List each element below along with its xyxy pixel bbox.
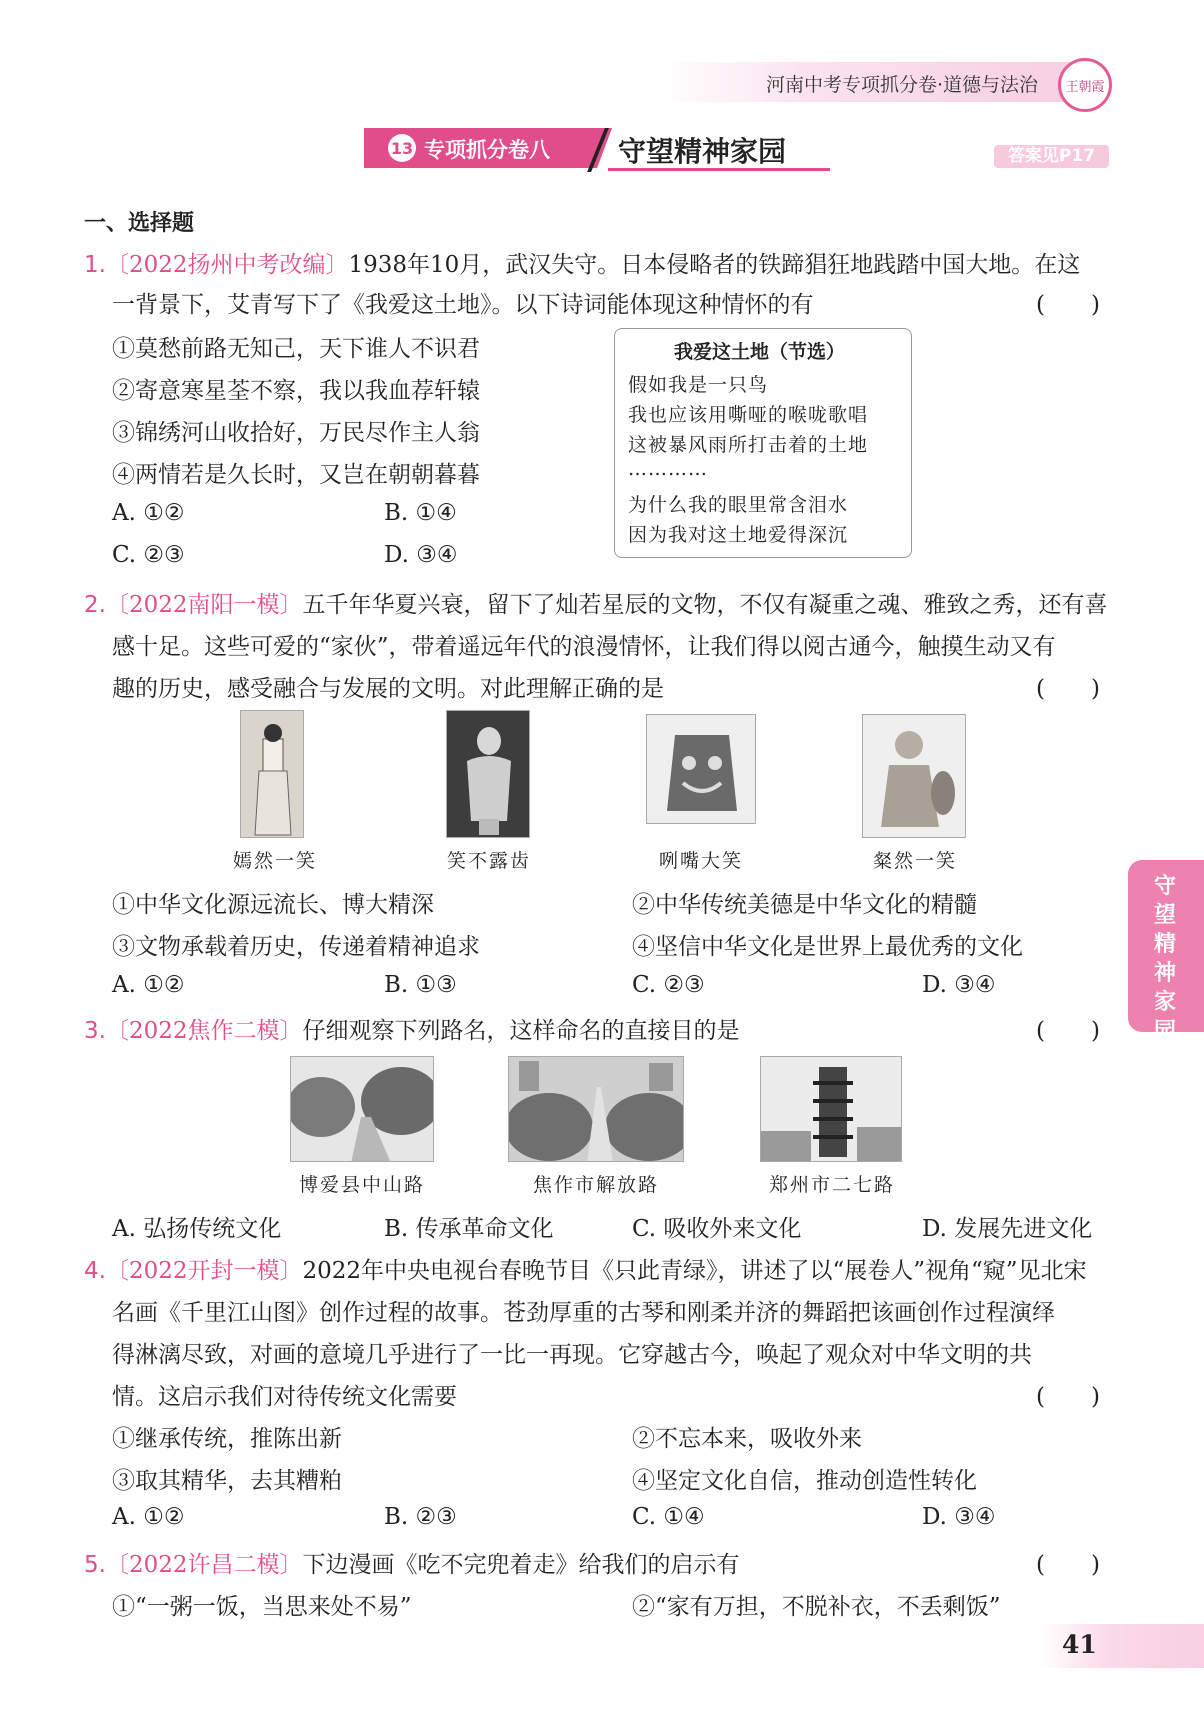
q4-number: 4. bbox=[84, 1258, 106, 1284]
q1-number: 1. bbox=[84, 252, 106, 278]
q4-text3: 得淋漓尽致，对画的意境几乎进行了一比一再现。它穿越古今，唤起了观众对中华文明的共 bbox=[112, 1342, 1032, 1368]
q2-text3: 趣的历史，感受融合与发展的文明。对此理解正确的是 bbox=[112, 676, 664, 702]
q2-item-3: ③文物承载着历史，传递着精神追求 bbox=[112, 934, 480, 960]
q1-answer-bracket: ( ) bbox=[1036, 292, 1100, 318]
q4-option-b: B. ②③ bbox=[384, 1504, 457, 1530]
road-image-1 bbox=[290, 1056, 434, 1162]
q5-item-1: ①“一粥一饭，当思来处不易” bbox=[112, 1594, 412, 1620]
q5-item-2: ②“家有万担，不脱补衣，不丢剩饭” bbox=[632, 1594, 1001, 1620]
q2-text1: 五千年华夏兴衰，留下了灿若星辰的文物，不仅有凝重之魂、雅致之秀，还有喜 bbox=[302, 592, 1108, 618]
q4-text1: 2022年中央电视台春晚节目《只此青绿》，讲述了以“展卷人”视角“窥”见北宋 bbox=[302, 1258, 1087, 1284]
logo-text: 王朝霞 bbox=[1065, 79, 1105, 95]
q5-answer-bracket: ( ) bbox=[1036, 1552, 1100, 1578]
q2-text2: 感十足。这些可爱的“家伙”，带着遥远年代的浪漫情怀，让我们得以阅古通今，触摸生动又有 bbox=[112, 634, 1056, 660]
q4-item-2: ②不忘本来，吸收外来 bbox=[632, 1426, 862, 1452]
road-image-2 bbox=[508, 1056, 684, 1162]
artifact-caption-1: 嫣然一笑 bbox=[232, 850, 317, 872]
q4-answer-bracket: ( ) bbox=[1036, 1384, 1100, 1410]
q3-option-c: C. 吸收外来文化 bbox=[632, 1216, 802, 1242]
answer-reference: 答案见P17 bbox=[994, 145, 1109, 168]
artifact-caption-4: 粲然一笑 bbox=[872, 850, 957, 872]
q3-number: 3. bbox=[84, 1018, 106, 1044]
q1-line1 bbox=[84, 246, 1080, 279]
q2-source: 〔2022南阳一模〕 bbox=[105, 592, 303, 618]
road-image-3 bbox=[760, 1056, 902, 1162]
q5-number: 5. bbox=[84, 1552, 106, 1578]
q2-item-1: ①中华文化源远流长、博大精深 bbox=[112, 892, 434, 918]
q1-option-c: C. ②③ bbox=[112, 542, 185, 568]
q3-source: 〔2022焦作二模〕 bbox=[105, 1018, 303, 1044]
q5-source: 〔2022许昌二模〕 bbox=[105, 1552, 303, 1578]
q1-text2: 一背景下，艾青写下了《我爱这土地》。以下诗词能体现这种情怀的有 bbox=[112, 292, 814, 318]
title-number: 13 bbox=[388, 134, 416, 162]
q2-item-2: ②中华传统美德是中华文化的精髓 bbox=[632, 892, 977, 918]
q5-line1 bbox=[84, 1546, 740, 1579]
artifact-caption-3: 咧嘴大笑 bbox=[658, 850, 743, 872]
artifact-caption-2: 笑不露齿 bbox=[446, 850, 531, 872]
q1-item-4: ④两情若是久长时，又岂在朝朝暮暮 bbox=[112, 462, 480, 488]
q2-option-d: D. ③④ bbox=[922, 972, 996, 998]
q1-option-a: A. ①② bbox=[112, 500, 185, 526]
road-caption-3: 郑州市二七路 bbox=[768, 1174, 895, 1196]
poem-line-2: 我也应该用嘶哑的喉咙歌唱 bbox=[628, 404, 869, 426]
q4-option-d: D. ③④ bbox=[922, 1504, 996, 1530]
q4-option-c: C. ①④ bbox=[632, 1504, 705, 1530]
poem-line-3: 这被暴风雨所打击着的土地 bbox=[628, 434, 869, 456]
publisher-logo bbox=[1058, 58, 1112, 112]
road-caption-2: 焦作市解放路 bbox=[532, 1174, 659, 1196]
q5-text1: 下边漫画《吃不完兜着走》给我们的启示有 bbox=[302, 1552, 740, 1578]
q4-item-1: ①继承传统，推陈出新 bbox=[112, 1426, 342, 1452]
q4-item-4: ④坚定文化自信，推动创造性转化 bbox=[632, 1468, 977, 1494]
artifact-image-1 bbox=[240, 710, 304, 838]
series-title: 河南中考专项抓分卷·道德与法治 bbox=[765, 74, 1038, 96]
section-title: 一、选择题 bbox=[84, 211, 195, 236]
artifact-image-4 bbox=[862, 714, 966, 838]
q3-option-d: D. 发展先进文化 bbox=[922, 1216, 1093, 1242]
page-title: 守望精神家园 bbox=[618, 135, 787, 168]
q1-item-2: ②寄意寒星荃不察，我以我血荐轩辕 bbox=[112, 378, 480, 404]
poem-line-5: 为什么我的眼里常含泪水 bbox=[628, 494, 849, 516]
q4-option-a: A. ①② bbox=[112, 1504, 185, 1530]
road-caption-1: 博爱县中山路 bbox=[298, 1174, 425, 1196]
q2-option-b: B. ①③ bbox=[384, 972, 457, 998]
q4-item-3: ③取其精华，去其糟粕 bbox=[112, 1468, 342, 1494]
side-tab-label: 守望精神家园 bbox=[1153, 874, 1176, 1044]
q3-text1: 仔细观察下列路名，这样命名的直接目的是 bbox=[302, 1018, 740, 1044]
side-tab bbox=[1128, 860, 1204, 1044]
q4-source: 〔2022开封一模〕 bbox=[105, 1258, 303, 1284]
q1-option-d: D. ③④ bbox=[384, 542, 458, 568]
artifact-image-2 bbox=[446, 710, 530, 838]
q2-option-c: C. ②③ bbox=[632, 972, 705, 998]
q1-option-b: B. ①④ bbox=[384, 500, 457, 526]
q3-option-a: A. 弘扬传统文化 bbox=[112, 1216, 282, 1242]
q4-text2: 名画《千里江山图》创作过程的故事。苍劲厚重的古琴和刚柔并济的舞蹈把该画创作过程演绎 bbox=[112, 1300, 1055, 1326]
artifact-image-3 bbox=[646, 714, 756, 824]
poem-line-4: ………… bbox=[628, 458, 708, 480]
q4-text4: 情。这启示我们对待传统文化需要 bbox=[112, 1384, 457, 1410]
q1-source: 〔2022扬州中考改编〕 bbox=[105, 252, 349, 278]
q2-number: 2. bbox=[84, 592, 106, 618]
q2-item-4: ④坚信中华文化是世界上最优秀的文化 bbox=[632, 934, 1023, 960]
q2-answer-bracket: ( ) bbox=[1036, 676, 1100, 702]
title-label: 专项抓分卷八 bbox=[424, 138, 550, 162]
q3-line1 bbox=[84, 1012, 740, 1045]
q1-text1: 1938年10月，武汉失守。日本侵略者的铁蹄猖狂地践踏中国大地。在这 bbox=[348, 252, 1081, 278]
q1-item-3: ③锦绣河山收拾好，万民尽作主人翁 bbox=[112, 420, 480, 446]
poem-title: 我爱这土地（节选） bbox=[674, 341, 846, 363]
q4-line1 bbox=[84, 1252, 1087, 1285]
page-number: 41 bbox=[1062, 1630, 1097, 1659]
q2-option-a: A. ①② bbox=[112, 972, 185, 998]
poem-line-1: 假如我是一只鸟 bbox=[628, 374, 769, 396]
q3-answer-bracket: ( ) bbox=[1036, 1018, 1100, 1044]
title-underline bbox=[608, 168, 830, 171]
poem-line-6: 因为我对这土地爱得深沉 bbox=[628, 524, 849, 546]
q3-option-b: B. 传承革命文化 bbox=[384, 1216, 554, 1242]
q2-line1 bbox=[84, 586, 1108, 619]
q1-item-1: ①莫愁前路无知己，天下谁人不识君 bbox=[112, 336, 480, 362]
